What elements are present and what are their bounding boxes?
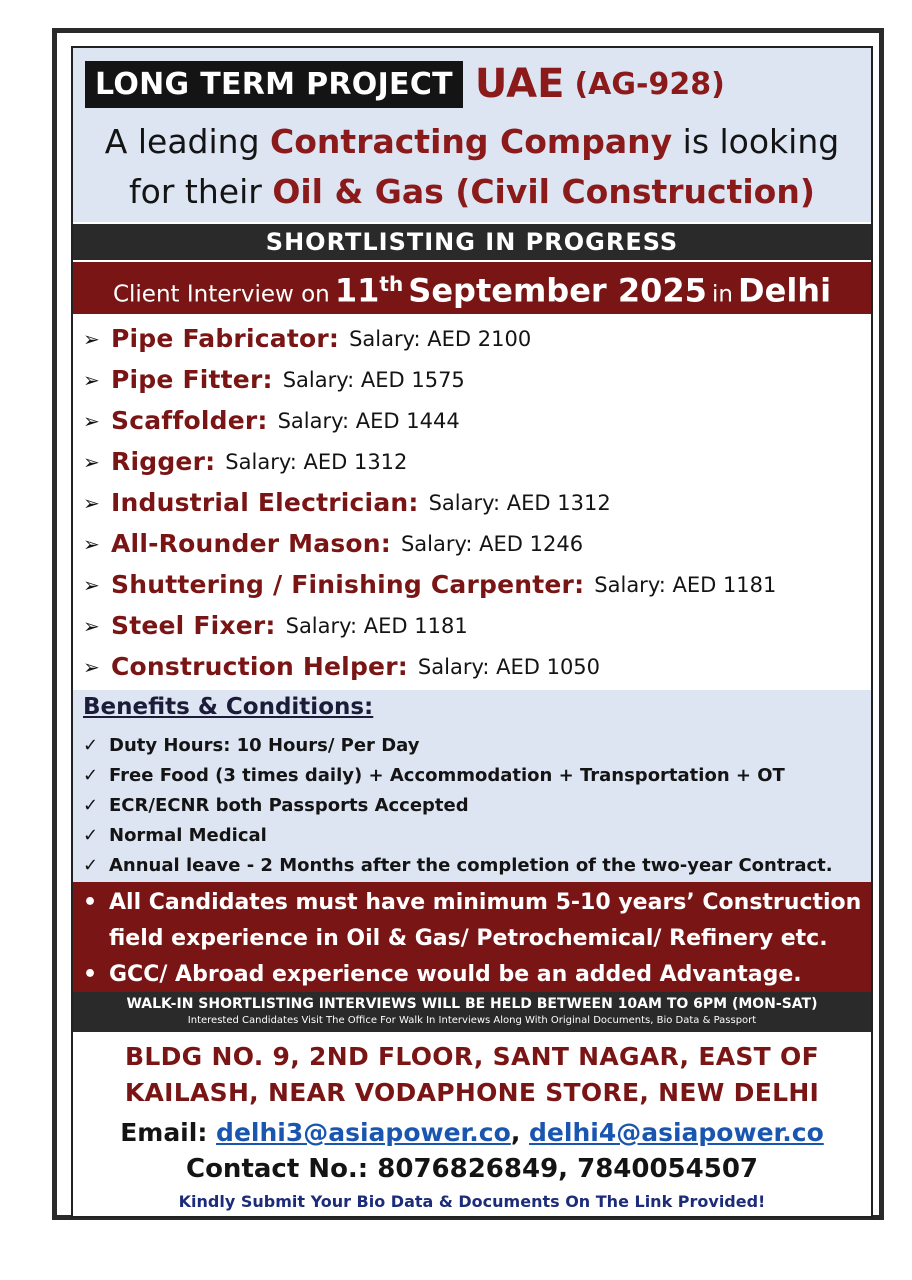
requirements-section bbox=[73, 882, 871, 992]
headline-line-3: for their Oil & Gas (Civil Construction) bbox=[129, 172, 815, 211]
job-item: ➢ Construction Helper: Salary: AED 1050 bbox=[83, 652, 601, 681]
arrow-icon: ➢ bbox=[83, 572, 100, 597]
title-row bbox=[85, 52, 725, 116]
benefits-title: Benefits & Conditions: bbox=[83, 694, 374, 720]
job-item: ➢ Pipe Fitter: Salary: AED 1575 bbox=[83, 365, 465, 394]
address-line-1: BLDG NO. 9, 2ND FLOOR, SANT NAGAR, EAST OF bbox=[125, 1042, 819, 1071]
benefits-list bbox=[83, 730, 833, 880]
arrow-icon: ➢ bbox=[83, 326, 100, 351]
benefit-item: ✓ Annual leave - 2 Months after the completion of the two-year Contract. bbox=[83, 854, 833, 876]
contact-label: Contact No.: bbox=[185, 1154, 369, 1184]
address-line-2: KAILASH, NEAR VODAPHONE STORE, NEW DELHI bbox=[124, 1078, 820, 1107]
benefit-item: ✓ Normal Medical bbox=[83, 824, 267, 846]
headline-line-2: A leading Contracting Company is looking bbox=[104, 122, 840, 161]
job-item: ➢ Pipe Fabricator: Salary: AED 2100 bbox=[83, 324, 532, 353]
email-row: Email: delhi3@asiapower.co, delhi4@asiapower.co bbox=[120, 1118, 824, 1147]
benefit-item: ✓ Duty Hours: 10 Hours/ Per Day bbox=[83, 734, 420, 756]
submit-note: Kindly Submit Your Bio Data & Documents On The Link Provided! bbox=[178, 1192, 766, 1211]
country-label: UAE bbox=[474, 61, 565, 107]
benefit-item: ✓ Free Food (3 times daily) + Accommodation + Transportation + OT bbox=[83, 764, 785, 786]
contact-numbers: 8076826849, 7840054507 bbox=[377, 1154, 759, 1184]
arrow-icon: ➢ bbox=[83, 408, 100, 433]
arrow-icon: ➢ bbox=[83, 613, 100, 638]
arrow-icon: ➢ bbox=[83, 367, 100, 392]
requirement-item: • GCC/ Abroad experience would be an added Advantage. bbox=[83, 962, 802, 987]
contact-row bbox=[73, 1154, 871, 1184]
job-item: ➢ Shuttering / Finishing Carpenter: Salary: AED 1181 bbox=[83, 570, 777, 599]
check-icon: ✓ bbox=[83, 824, 99, 846]
project-code: (AG-928) bbox=[574, 66, 725, 102]
walkin-banner bbox=[73, 992, 871, 1032]
check-icon: ✓ bbox=[83, 854, 99, 876]
arrow-icon: ➢ bbox=[83, 490, 100, 515]
walkin-line-1: WALK-IN SHORTLISTING INTERVIEWS WILL BE HELD BETWEEN 10AM TO 6PM (MON-SAT) bbox=[126, 996, 818, 1012]
arrow-icon: ➢ bbox=[83, 449, 100, 474]
job-item: ➢ Steel Fixer: Salary: AED 1181 bbox=[83, 611, 468, 640]
company-highlight: Contracting Company bbox=[270, 122, 673, 161]
bullet-icon: • bbox=[83, 890, 98, 915]
arrow-icon: ➢ bbox=[83, 654, 100, 679]
job-item: ➢ Industrial Electrician: Salary: AED 1312 bbox=[83, 488, 611, 517]
job-item: ➢ Rigger: Salary: AED 1312 bbox=[83, 447, 408, 476]
interview-banner: Client Interview on 11th September 2025 in Delhi bbox=[73, 262, 871, 314]
email-link-1[interactable]: delhi3@asiapower.co bbox=[216, 1118, 511, 1147]
check-icon: ✓ bbox=[83, 794, 99, 816]
benefit-item: ✓ ECR/ECNR both Passports Accepted bbox=[83, 794, 469, 816]
walkin-line-2: Interested Candidates Visit The Office For Walk In Interviews Along With Original Documents, Bio Data & Passport bbox=[187, 1015, 757, 1026]
email-label: Email: bbox=[120, 1118, 208, 1147]
sector-highlight: Oil & Gas (Civil Construction) bbox=[272, 172, 815, 211]
email-link-2[interactable]: delhi4@asiapower.co bbox=[529, 1118, 824, 1147]
status-banner: SHORTLISTING IN PROGRESS bbox=[73, 224, 871, 260]
check-icon: ✓ bbox=[83, 764, 99, 786]
job-item: ➢ All-Rounder Mason: Salary: AED 1246 bbox=[83, 529, 584, 558]
check-icon: ✓ bbox=[83, 734, 99, 756]
bullet-icon: • bbox=[83, 962, 98, 987]
requirement-item: • All Candidates must have minimum 5-10 years’ Construction bbox=[83, 890, 862, 915]
benefits-section bbox=[73, 690, 871, 882]
requirement-item-continued: field experience in Oil & Gas/ Petrochemical/ Refinery etc. bbox=[109, 926, 828, 951]
arrow-icon: ➢ bbox=[83, 531, 100, 556]
poster bbox=[71, 46, 873, 1218]
job-list bbox=[83, 318, 871, 687]
project-label: LONG TERM PROJECT bbox=[85, 61, 463, 108]
poster-header bbox=[73, 48, 871, 222]
job-item: ➢ Scaffolder: Salary: AED 1444 bbox=[83, 406, 460, 435]
